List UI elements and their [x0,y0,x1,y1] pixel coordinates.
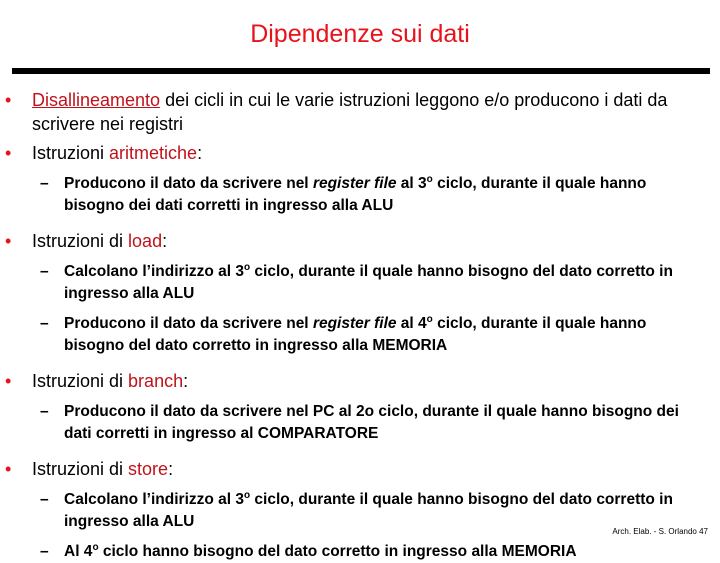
sub-text: al 4 [396,315,427,332]
ordinal-sup: o [244,489,251,501]
bullet-suffix: : [168,459,174,479]
slide-body [0,88,720,563]
bullet-store [0,457,720,481]
bullet-term: branch [128,371,184,391]
sub-text: Producono il dato da scrivere nel [64,315,313,332]
sub-text: ciclo, durante il quale hanno bisogno del dato corretto in ingresso alla ALU [64,491,673,530]
bullet-prefix: Istruzioni di [32,231,129,251]
bullet-marker: • [5,231,12,251]
sub-text: Calcolano l’indirizzo al 3 [64,263,245,280]
sub-text: al 3 [396,175,427,192]
sub-bullet [0,173,720,217]
bullet-marker: • [5,90,12,110]
slide-title: Dipendenze sui dati [250,20,470,48]
ordinal-sup: o [92,541,99,553]
sub-text: Al 4 [64,543,93,560]
bullet-disallineamento [0,88,720,136]
bullet-marker: • [5,143,12,163]
sub-text: Producono il dato da scrivere nel PC al 2o ciclo, durante il quale hanno bisogno dei dati corretti in ingresso al COMPARATORE [64,403,679,442]
sub-text: ciclo, durante il quale hanno bisogno del dato corretto in ingresso alla ALU [64,263,673,302]
bullet-suffix: : [197,143,203,163]
sub-italic: register file [312,315,397,332]
sub-text: ciclo, durante il quale hanno bisogno del dato corretto in ingresso alla MEMORIA [64,315,647,354]
sub-text: ciclo, durante il quale hanno bisogno dei dati corretti in ingresso alla ALU [64,175,647,214]
bullet-text: dei cicli in cui le varie istruzioni leggono e/o producono i dati da scrivere nei registri [32,90,668,134]
dash-marker: – [40,403,49,420]
dash-marker: – [40,543,49,560]
bullet-suffix: : [183,371,189,391]
bullet-aritmetiche [0,141,720,165]
bullet-suffix: : [162,231,168,251]
sub-bullet [0,541,720,563]
sub-italic: register file [312,175,397,192]
slide-footer: Arch. Elab. - S. Orlando 47 [612,527,708,536]
bullet-term: store [128,459,169,479]
bullet-term: load [128,231,163,251]
bullet-prefix: Istruzioni [32,143,110,163]
sub-bullet [0,313,720,357]
sub-text: Producono il dato da scrivere nel [64,175,313,192]
sub-text: ciclo hanno bisogno del dato corretto in ingresso alla MEMORIA [98,543,577,560]
bullet-prefix: Istruzioni di [32,459,129,479]
ordinal-sup: o [426,313,433,325]
bullet-marker: • [5,459,12,479]
ordinal-sup: o [244,261,251,273]
bullet-term: Disallineamento [32,90,161,110]
ordinal-sup: o [426,173,433,185]
dash-marker: – [40,175,49,192]
bullet-marker: • [5,371,12,391]
sub-bullet [0,401,720,445]
sub-bullet [0,261,720,305]
bullet-load [0,229,720,253]
bullet-term: aritmetiche [109,143,198,163]
dash-marker: – [40,263,49,280]
dash-marker: – [40,315,49,332]
sub-text: Calcolano l’indirizzo al 3 [64,491,245,508]
bullet-branch [0,369,720,393]
dash-marker: – [40,491,49,508]
bullet-prefix: Istruzioni di [32,371,129,391]
title-divider [12,68,710,74]
